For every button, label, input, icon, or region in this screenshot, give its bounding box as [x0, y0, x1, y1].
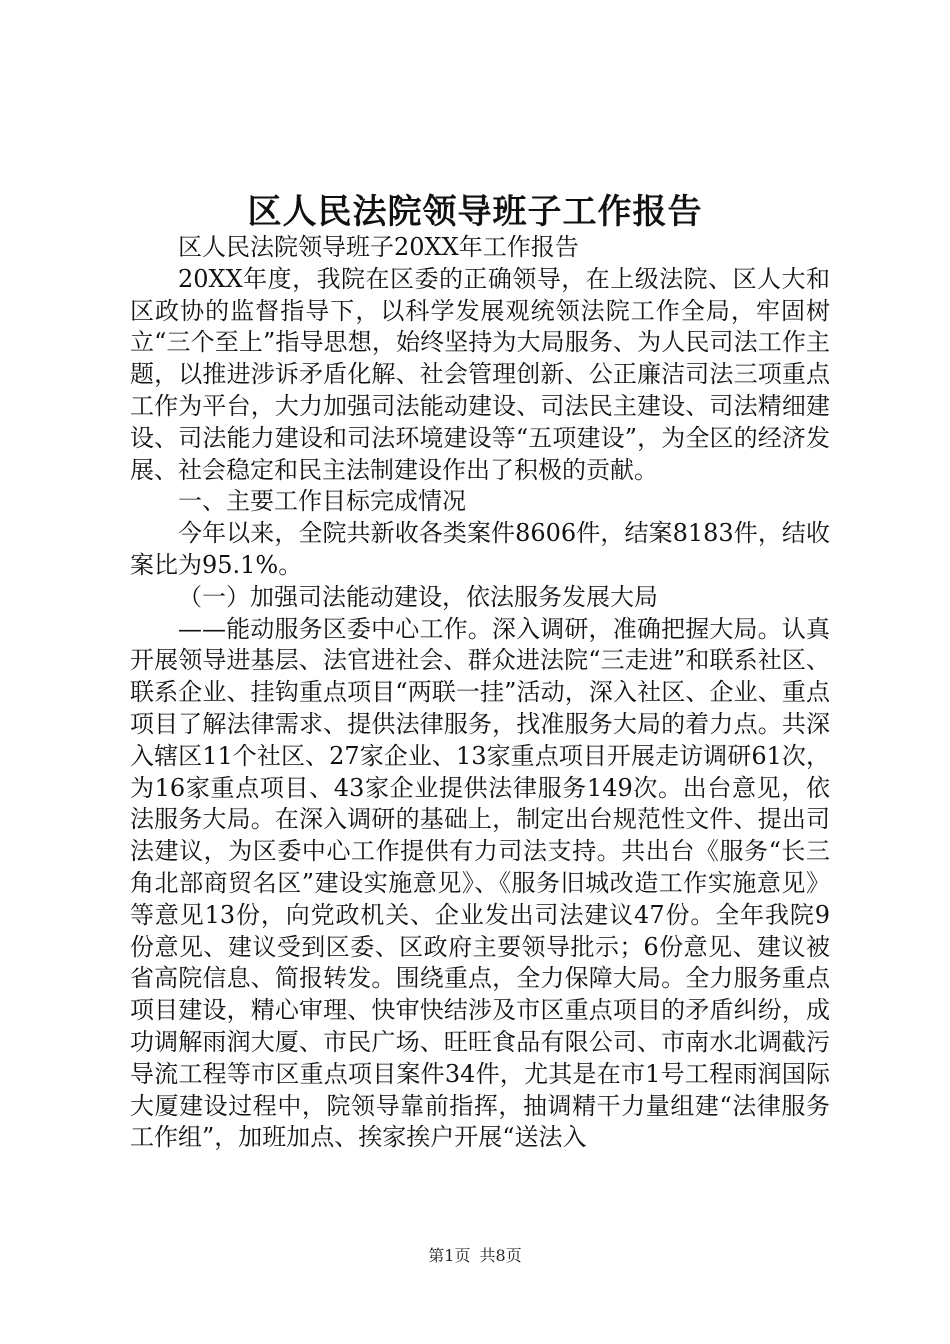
- page-total: 共8页: [479, 1246, 522, 1265]
- document-title: 区人民法院领导班子工作报告: [247, 192, 703, 232]
- paragraph-subtitle: 区人民法院领导班子20XX年工作报告: [178, 233, 579, 261]
- page-number: 第1页: [428, 1246, 471, 1265]
- document-body: [130, 232, 830, 1154]
- paragraph-service: ——能动服务区委中心工作。深入调研，准确把握大局。认真开展领导进基层、法官进社会、群众进法院“三走进”和联系社区、联系企业、挂钩重点项目“两联一挂”活动，深入社区、企业、重点项目了解法律需求、提供法律服务，找准服务大局的着力点。共深入辖区11个社区、27家企业、13家重点项目开展走访调研61次，为16家重点项目、43家企业提供法律服务149次。出台意见，依法服务大局。在深入调研的基础上，制定出台规范性文件、提出司法建议，为区委中心工作提供有力司法支持。共出台《服务“长三角北部商贸名区”建设实施意见》、《服务旧城改造工作实施意见》等意见13份，向党政机关、企业发出司法建议47份。全年我院9份意见、建议受到区委、区政府主要领导批示；6份意见、建议被省高院信息、简报转发。围绕重点，全力保障大局。全力服务重点项目建设，精心审理、快审快结涉及市区重点项目的矛盾纠纷，成功调解雨润大厦、市民广场、旺旺食品有限公司、市南水北调截污导流工程等市区重点项目案件34件，尤其是在市1号工程雨润国际大厦建设过程中，院领导靠前指挥，抽调精干力量组建“法律服务工作组”，加班加点、挨家挨户开展“送法入: [130, 614, 830, 1152]
- section-heading: 一、主要工作目标完成情况: [178, 487, 466, 516]
- paragraph-intro: 20XX年度，我院在区委的正确领导，在上级法院、区人大和区政协的监督指导下，以科学发展观统领法院工作全局，牢固树立“三个至上”指导思想，始终坚持为大局服务、为人民司法工作主题，以推进涉诉矛盾化解、社会管理创新、公正廉洁司法三项重点工作为平台，大力加强司法能动建设、司法民主建设、司法精细建设、司法能力建设和司法环境建设等“五项建设”，为全区的经济发展、社会稳定和民主法制建设作出了积极的贡献。: [130, 264, 830, 484]
- subsection-heading: （一）加强司法能动建设，依法服务发展大局: [178, 582, 658, 611]
- page-footer: [0, 1243, 950, 1266]
- paragraph-case-stats: 今年以来，全院共新收各类案件8606件，结案8183件，结收案比为95.1%。: [130, 519, 830, 579]
